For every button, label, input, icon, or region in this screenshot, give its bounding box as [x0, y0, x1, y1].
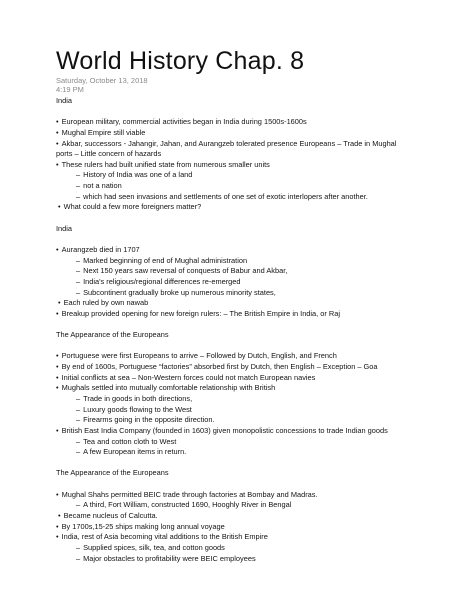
- bullet-text: European military, commercial activities began in India during 1500s-1600s: [61, 117, 307, 127]
- dash-marker: –: [76, 553, 81, 563]
- bullet-text: A few European items in return.: [83, 447, 187, 457]
- bullet-marker: •: [56, 362, 59, 372]
- section-gap: [56, 234, 446, 245]
- bullet-text: Next 150 years saw reversal of conquests of Babur and Akbar,: [83, 266, 288, 276]
- bullet-item: [56, 383, 446, 394]
- bullet-item: [56, 511, 446, 522]
- dash-marker: –: [76, 542, 81, 552]
- bullet-text: Luxury goods flowing to the West: [83, 404, 192, 414]
- section-gap: [56, 319, 446, 330]
- sub-bullet-item: [56, 288, 446, 299]
- section-heading: The Appearance of the Europeans: [56, 330, 169, 340]
- bullet-text: History of India was one of a land: [83, 170, 193, 180]
- dash-marker: –: [76, 191, 81, 201]
- section-gap: [56, 107, 446, 118]
- sub-bullet-item: [56, 266, 446, 277]
- bullet-text: Trade in goods in both directions,: [83, 393, 193, 403]
- bullet-item: [56, 490, 446, 501]
- bullet-marker: •: [56, 521, 59, 531]
- bullet-marker: •: [56, 372, 59, 382]
- sub-bullet-item: [56, 181, 446, 192]
- bullet-item: [56, 351, 446, 362]
- bullet-marker: •: [58, 510, 61, 520]
- sub-bullet-item: [56, 500, 446, 511]
- dash-marker: –: [76, 266, 81, 276]
- bullet-marker: •: [56, 489, 59, 499]
- bullet-text: Supplied spices, silk, tea, and cotton goods: [83, 542, 225, 552]
- bullet-item: [56, 128, 446, 139]
- sub-bullet-item: [56, 437, 446, 448]
- bullet-text: What could a few more foreigners matter?: [63, 202, 202, 212]
- dash-marker: –: [76, 393, 81, 403]
- bullet-text: not a nation: [83, 181, 122, 191]
- bullet-text: By end of 1600s, Portuguese “factories” absorbed first by Dutch, then English – Exception – Goa: [61, 362, 378, 372]
- bullet-item: [56, 117, 446, 128]
- section-gap: [56, 341, 446, 352]
- sub-bullet-item: [56, 447, 446, 458]
- bullet-text: Mughal Empire still viable: [61, 127, 146, 137]
- section-gap: [56, 213, 446, 224]
- bullet-item: [56, 532, 446, 543]
- bullet-text: Portuguese were first Europeans to arrive – Followed by Dutch, English, and French: [61, 351, 337, 361]
- bullet-marker: •: [56, 159, 59, 169]
- bullet-item: [56, 202, 446, 213]
- note-time: 4:19 PM: [56, 85, 84, 94]
- sub-bullet-item: [56, 554, 446, 565]
- dash-marker: –: [76, 447, 81, 457]
- bullet-item: [56, 309, 446, 320]
- bullet-marker: •: [56, 117, 59, 127]
- bullet-item: [56, 149, 446, 160]
- dash-marker: –: [76, 436, 81, 446]
- bullet-text: ports – Little concern of hazards: [56, 149, 162, 159]
- bullet-marker: •: [56, 425, 59, 435]
- note-date: Saturday, October 13, 2018: [56, 76, 148, 85]
- bullet-item: [56, 373, 446, 384]
- bullet-item: [56, 245, 446, 256]
- sub-bullet-item: [56, 405, 446, 416]
- bullet-marker: •: [56, 532, 59, 542]
- dash-marker: –: [76, 181, 81, 191]
- dash-marker: –: [76, 255, 81, 265]
- dash-marker: –: [76, 287, 81, 297]
- bullet-text: India's religious/regional differences re-emerged: [83, 276, 241, 286]
- bullet-marker: •: [56, 308, 59, 318]
- bullet-item: [56, 160, 446, 171]
- sub-bullet-item: [56, 192, 446, 203]
- bullet-text: British East India Company (founded in 1603) given monopolistic concessions to trade Indian goods: [61, 425, 388, 435]
- bullet-marker: •: [58, 298, 61, 308]
- dash-marker: –: [76, 415, 81, 425]
- section-heading: India: [56, 223, 73, 233]
- section-heading: The Appearance of the Europeans: [56, 468, 169, 478]
- bullet-marker: •: [56, 351, 59, 361]
- bullet-marker: •: [58, 202, 61, 212]
- bullet-text: Subcontinent gradually broke up numerous minority states,: [83, 287, 276, 297]
- sub-bullet-item: [56, 394, 446, 405]
- sub-bullet-item: [56, 415, 446, 426]
- bullet-text: which had seen invasions and settlements of one set of exotic interlopers after another.: [83, 191, 368, 201]
- dash-marker: –: [76, 170, 81, 180]
- bullet-item: [56, 139, 446, 150]
- sub-bullet-item: [56, 170, 446, 181]
- bullet-text: Mughals settled into mutually comfortable relationship with British: [61, 383, 276, 393]
- sub-bullet-item: [56, 277, 446, 288]
- section-gap: [56, 458, 446, 469]
- bullet-marker: •: [56, 244, 59, 254]
- bullet-text: Each ruled by own nawab: [63, 298, 149, 308]
- bullet-text: Akbar, successors - Jahangir, Jahan, and Aurangzeb tolerated presence Europeans – Trade in Mughal: [61, 138, 397, 148]
- bullet-text: Initial conflicts at sea – Non-Western forces could not match European navies: [61, 372, 316, 382]
- bullet-text: Aurangzeb died in 1707: [61, 244, 140, 254]
- bullet-marker: •: [56, 138, 59, 148]
- bullet-text: A third, Fort William, constructed 1690, Hooghly River in Bengal: [83, 500, 292, 510]
- bullet-text: Mughal Shahs permitted BEIC trade through factories at Bombay and Madras.: [61, 489, 318, 499]
- dash-marker: –: [76, 404, 81, 414]
- bullet-marker: •: [56, 127, 59, 137]
- bullet-text: Major obstacles to profitability were BEIC employees: [83, 553, 256, 563]
- bullet-item: [56, 522, 446, 533]
- section-heading: India: [56, 96, 73, 105]
- page-title: World History Chap. 8: [56, 47, 305, 75]
- dash-marker: –: [76, 276, 81, 286]
- section-gap: [56, 479, 446, 490]
- bullet-text: Firearms going in the opposite direction.: [83, 415, 215, 425]
- bullet-text: Marked beginning of end of Mughal administration: [83, 255, 248, 265]
- bullet-item: [56, 298, 446, 309]
- bullet-text: India, rest of Asia becoming vital additions to the British Empire: [61, 532, 268, 542]
- dash-marker: –: [76, 500, 81, 510]
- bullet-marker: •: [56, 383, 59, 393]
- bullet-text: Tea and cotton cloth to West: [83, 436, 177, 446]
- bullet-text: By 1700s,15-25 ships making long annual voyage: [61, 521, 225, 531]
- sub-bullet-item: [56, 256, 446, 267]
- bullet-text: Became nucleus of Calcutta.: [63, 510, 158, 520]
- bullet-item: [56, 362, 446, 373]
- bullet-text: These rulers had built unified state from numerous smaller units: [61, 159, 270, 169]
- bullet-text: Breakup provided opening for new foreign rulers: – The British Empire in India, or Raj: [61, 308, 340, 318]
- sub-bullet-item: [56, 543, 446, 554]
- note-body: [56, 96, 446, 564]
- bullet-item: [56, 426, 446, 437]
